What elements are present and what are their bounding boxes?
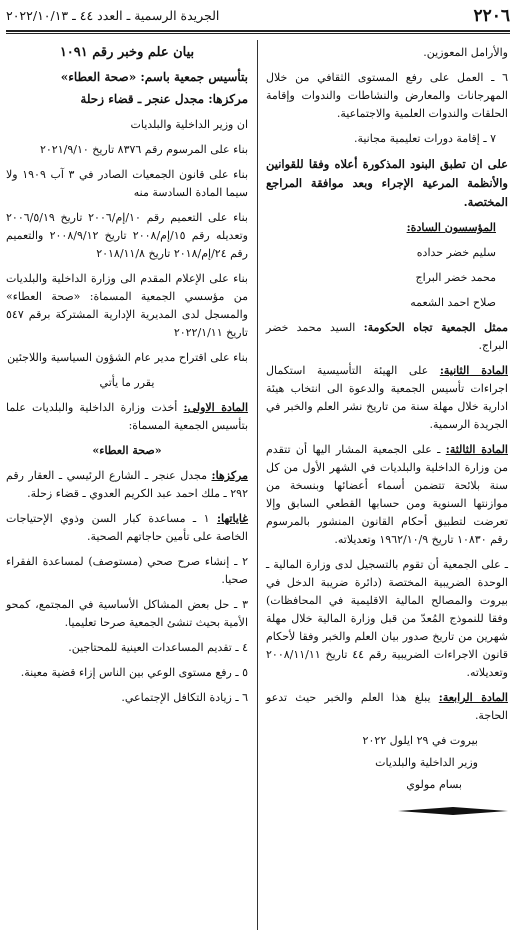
decides-heading: يقرر ما يأتي: [99, 376, 155, 389]
goal-1: ١ ـ مساعدة كبار السن وذوي الإحتياجات الخاصة على تأمين حاجاتهم الصحية.: [6, 512, 248, 543]
article-4: [266, 689, 508, 725]
widows-line: والأرامل المعوزين.: [423, 46, 508, 59]
headquarters-label: مركزها:: [211, 469, 249, 482]
goal-2: ٢ ـ إنشاء صرح صحي (مستوصف) لمساعدة الفقراء صحيا.: [6, 555, 248, 586]
location-line: مركزها: مجدل عنجر ـ قضاء زحلة: [80, 92, 248, 106]
basis-circulars: بناء على التعميم رقم ١٠/إم/٢٠٠٦ تاريخ ٢٠٠٦/٥/١٩ وتعديله رقم ١٥/إم/٢٠٠٨ تاريخ ٢٠٠٨/٩/١٢ والتعميم رقم ٢٤/إم/٢٠١٨ تاريخ ٢٠١٨/١١/٨: [6, 211, 248, 260]
header-rule: [6, 30, 510, 32]
goals-label: غاياتها:: [216, 512, 248, 525]
article-2-label: المادة الثانية:: [439, 364, 508, 377]
column-divider: [257, 40, 258, 930]
article-4-text: يبلغ هذا العلم والخبر حيث تدعو الحاجة.: [266, 691, 508, 722]
goals: [6, 510, 248, 546]
article-2: [266, 362, 508, 434]
left-column: [6, 44, 248, 714]
basis-proposal: بناء على اقتراح مدير عام الشؤون السياسية واللاجئين: [7, 351, 248, 364]
founder-1: سليم خضر حداده: [416, 246, 496, 259]
goal-item-6-cultural: ٦ ـ العمل على رفع المستوى الثقافي من خلال المهرجانات والمعارض والنشاطات والندوات وإقامة الحلقات والندوات العلمية والاجتماعية.: [266, 71, 508, 120]
article-3: [266, 441, 508, 549]
gov-rep-text: السيد محمد خضر البراج.: [266, 321, 508, 352]
goal-5: ٥ ـ رفع مستوى الوعي بين الناس إزاء قضية معينة.: [20, 666, 248, 679]
goal-3: ٣ ـ حل بعض المشاكل الأساسية في المجتمع، كمحو الأمية بحيث تنشئ الجمعية صرحا تعليميا.: [6, 598, 248, 629]
bold-clause: على ان تطبق البنود المذكورة أعلاه وفقا للقوانين والأنظمة المرعية الإجراء وبعد موافقة المراجع المختصة.: [266, 157, 508, 209]
headquarters: [6, 467, 248, 503]
publication-title: الجريدة الرسمية ـ العدد ٤٤ ـ ٢٠٢٢/١٠/١٣: [6, 8, 220, 23]
goal-item-7-courses: ٧ ـ إقامة دورات تعليمية مجانية.: [353, 132, 496, 145]
founder-3: صلاح احمد الشعمه: [410, 296, 496, 309]
goal-6: ٦ ـ زيادة التكافل الإجتماعي.: [121, 691, 248, 704]
founder-2: محمد خضر البراج: [415, 271, 496, 284]
gov-rep-label: ممثل الجمعية تجاه الحكومة:: [363, 321, 509, 334]
page-header: [6, 4, 510, 28]
article-2-text: على الهيئة التأسيسية استكمال اجراءات تأسيس الجمعية والدعوة الى انتخاب هيئة ادارية خلال مهلة سنة من تاريخ نشر العلم والخبر في الجريدة الرسمية.: [266, 364, 508, 431]
header-rule-thin: [6, 33, 510, 34]
basis-notice: بناء على الإعلام المقدم الى وزارة الداخلية والبلديات من مؤسسي الجمعية المسماة: «صحة العطاء» والمسجل لدى المديرية الإدارية المشتركة برقم ٥٤٧ تاريخ ٢٠٢٢/١/١١: [6, 272, 248, 339]
gov-representative: [266, 319, 508, 355]
article-3-label: المادة الثالثة:: [445, 443, 508, 456]
signature-date: بيروت في ٢٩ ايلول ٢٠٢٢: [362, 734, 478, 747]
association-name: «صحة العطاء»: [92, 444, 162, 457]
minister-intro: ان وزير الداخلية والبلديات: [130, 118, 248, 131]
article-4-label: المادة الرابعة:: [438, 691, 508, 704]
founders-label: المؤسسون السادة:: [406, 221, 496, 234]
headquarters-text: مجدل عنجر ـ الشارع الرئيسي ـ العقار رقم ٢٩٢ ـ ملك احمد عبد الكريم العدوي ـ قضاء زحلة.: [6, 469, 248, 500]
founding-line: بتأسيس جمعية باسم: «صحة العطاء»: [60, 70, 248, 84]
article-3-finance: ـ على الجمعية أن تقوم بالتسجيل لدى وزارة المالية ـ الوحدة الضريبية المختصة (دائرة ضريبة الدخل في بيروت والمصالح المالية الاقليمية في المحافظات) وفقا للنموذج المُعدّ من قبل وزارة المالية خلال مهلة شهرين من تاريخ صدور بيان العلم والخبر وفقا لأحكام قانون الاجراءات الضريبية رقم ٤٤ تاريخ ٢٠٠٨/١١/١١ وتعديلاته.: [266, 558, 508, 679]
end-ornament: [398, 806, 508, 816]
basis-law: بناء على قانون الجمعيات الصادر في ٣ آب ١٩٠٩ ولا سيما المادة السادسة منه: [6, 168, 249, 199]
article-1: [6, 399, 248, 435]
signature-name: بسام مولوي: [406, 778, 462, 791]
signature-title: وزير الداخلية والبلديات: [375, 756, 478, 769]
statement-title: بيان علم وخبر رقم ١٠٩١: [59, 45, 195, 60]
goal-4: ٤ ـ تقديم المساعدات العينية للمحتاجين.: [68, 641, 248, 654]
right-column: [266, 44, 508, 822]
article-1-text: أخذت وزارة الداخلية والبلديات علما بتأسيس الجمعية المسماة:: [6, 401, 248, 432]
basis-decree: بناء على المرسوم رقم ٨٣٧٦ تاريخ ٢٠٢١/٩/١٠: [39, 143, 248, 156]
article-3-text: ـ على الجمعية المشار اليها أن تتقدم من وزارة الداخلية والبلديات في الشهر الأول من كل سنة بلائحة تتضمن أسماء أعضائها وبنسخة من موازنتها السنوية ومن حسابها القطعي السابق وإلا تعرضت لتطبيق أحكام القانون المنشور بالمرسوم رقم ١٠٨٣٠ تاريخ ١٩٦٢/١٠/٩ وتعديلاته.: [266, 443, 508, 546]
page-number: ٢٢٠٦: [473, 6, 510, 26]
article-1-label: المادة الاولى:: [183, 401, 248, 414]
